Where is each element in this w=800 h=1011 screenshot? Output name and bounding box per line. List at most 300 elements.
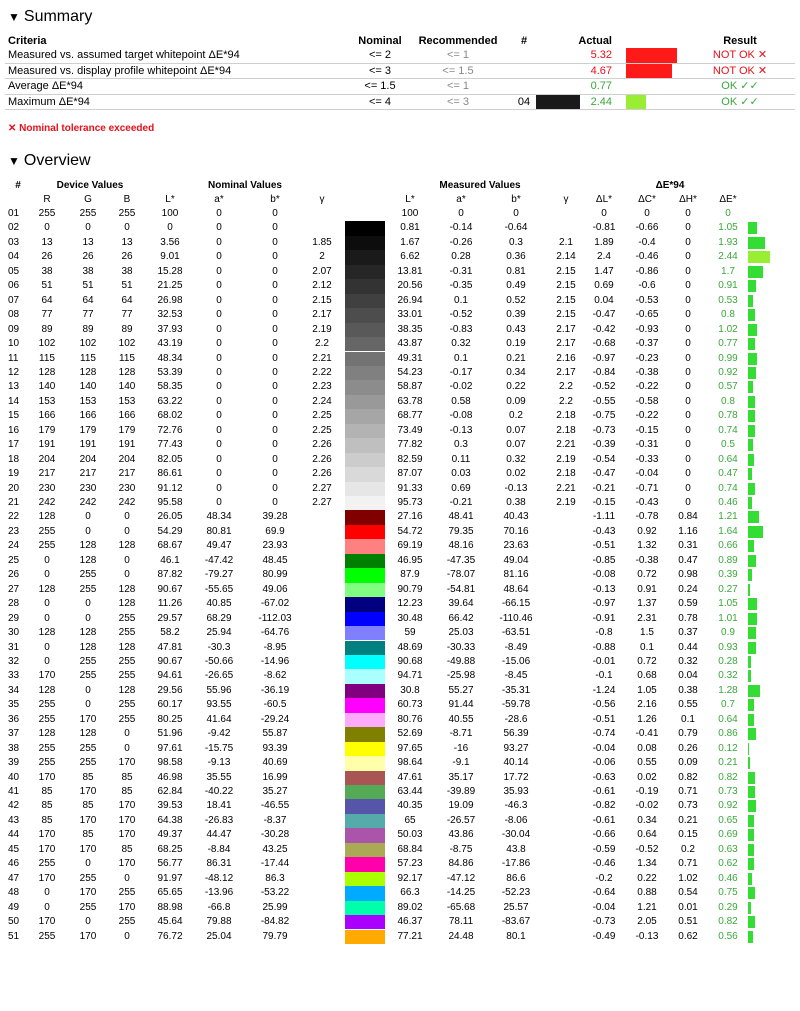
color-swatch	[345, 872, 385, 886]
table-cell: 0.71	[678, 786, 698, 797]
table-cell: 170	[79, 814, 97, 826]
table-cell: -0.22	[635, 381, 659, 393]
row-number: 43	[8, 814, 20, 826]
table-cell: 100	[401, 208, 419, 219]
table-cell: 0.62	[678, 930, 698, 942]
table-cell: -53.22	[260, 887, 290, 899]
delta-e-bar	[748, 309, 755, 321]
table-cell: -0.43	[635, 497, 659, 508]
delta-e-cell: 0.77	[718, 338, 738, 350]
table-cell: -0.52	[592, 381, 616, 393]
color-swatch	[345, 352, 385, 366]
recommended-cell: <= 1	[446, 80, 470, 92]
column-header: a*	[456, 194, 466, 205]
table-cell: 0	[272, 338, 278, 350]
color-swatch	[345, 250, 385, 264]
table-cell: -0.22	[635, 410, 659, 422]
delta-e-bar	[748, 280, 756, 292]
table-cell: -0.88	[592, 641, 616, 653]
table-cell: 6.62	[400, 251, 420, 263]
color-swatch	[345, 525, 385, 539]
table-cell: 255	[79, 670, 97, 682]
table-cell: 2.17	[556, 366, 576, 378]
table-cell: 0	[85, 222, 91, 234]
table-cell: 230	[118, 482, 136, 494]
table-cell: 0	[44, 901, 50, 913]
table-cell: 128	[118, 641, 136, 653]
table-cell: 255	[38, 713, 56, 725]
table-cell: 76.72	[157, 930, 183, 942]
actual-bar	[626, 95, 646, 110]
table-cell: 2.1	[559, 236, 573, 248]
table-cell: 255	[118, 627, 136, 639]
table-cell: 64	[41, 294, 53, 306]
table-cell: -1.11	[592, 511, 616, 523]
table-cell: 2.26	[312, 453, 332, 465]
num-header: #	[520, 35, 528, 47]
table-cell: -0.1	[595, 670, 613, 682]
delta-e-bar	[748, 786, 755, 798]
table-cell: 1.37	[637, 598, 657, 610]
table-cell: 15.28	[157, 265, 183, 277]
table-cell: 13	[121, 236, 133, 248]
table-cell: 255	[118, 916, 136, 928]
table-row	[0, 915, 800, 929]
row-number: 45	[8, 843, 20, 855]
table-cell: 2.15	[556, 265, 576, 277]
table-cell: 128	[118, 583, 136, 595]
table-cell: 2.21	[312, 352, 332, 364]
table-cell: -14.25	[446, 887, 476, 899]
table-cell: 0.09	[506, 395, 526, 407]
table-cell: 80.81	[206, 525, 232, 537]
table-cell: 86.61	[157, 468, 183, 480]
table-row	[0, 597, 800, 611]
delta-e-bar	[748, 714, 754, 726]
table-cell: 13	[41, 236, 53, 248]
table-cell: 85	[82, 771, 94, 783]
table-cell: -78.07	[446, 569, 476, 581]
table-cell: 0.03	[451, 468, 471, 480]
table-cell: 2.2	[559, 381, 573, 393]
collapse-triangle-icon[interactable]: ▼	[8, 154, 20, 168]
table-cell: 49.47	[206, 540, 232, 552]
table-cell: 2.19	[556, 497, 576, 508]
table-cell: 54.23	[397, 366, 423, 378]
table-cell: 0.11	[451, 453, 471, 465]
color-swatch	[345, 641, 385, 655]
delta-e-bar	[748, 468, 752, 480]
table-cell: -0.82	[592, 800, 616, 812]
table-cell: 255	[38, 208, 56, 219]
table-cell: 25.94	[206, 627, 232, 639]
table-cell: -0.21	[449, 497, 473, 508]
table-cell: 2.07	[312, 265, 332, 277]
table-cell: 255	[38, 757, 56, 769]
table-cell: -0.47	[592, 309, 616, 321]
table-cell: -0.61	[592, 786, 616, 797]
color-swatch	[345, 857, 385, 871]
row-number: 38	[8, 742, 20, 754]
table-cell: 0	[685, 482, 691, 494]
table-cell: -0.15	[635, 424, 659, 436]
row-number: 25	[8, 554, 20, 566]
table-cell: 30.8	[400, 684, 420, 696]
table-cell: 0	[44, 641, 50, 653]
table-cell: 0.68	[637, 670, 657, 682]
table-cell: 140	[118, 381, 136, 393]
table-cell: 88.98	[157, 901, 183, 913]
table-cell: 255	[38, 525, 56, 537]
table-cell: 0	[124, 554, 130, 566]
table-cell: 64	[82, 294, 94, 306]
table-cell: 56.77	[157, 858, 183, 870]
table-cell: 25.99	[262, 901, 288, 913]
table-cell: 0	[216, 395, 222, 407]
table-cell: 50.03	[397, 829, 423, 841]
table-cell: 0.51	[678, 916, 698, 928]
table-cell: 2.26	[312, 468, 332, 480]
table-cell: 0	[44, 569, 50, 581]
delta-e-cell: 0.9	[721, 627, 735, 639]
table-cell: -47.12	[446, 872, 476, 884]
table-cell: 140	[79, 381, 97, 393]
table-cell: 0	[44, 655, 50, 667]
table-cell: 0	[124, 728, 130, 740]
table-cell: -30.33	[446, 641, 476, 653]
result-cell: NOT OK ✕	[712, 64, 768, 77]
color-swatch	[345, 626, 385, 640]
table-cell: 0	[216, 280, 222, 292]
delta-e-bar	[748, 353, 757, 365]
table-cell: -0.04	[635, 468, 659, 480]
row-number: 04	[8, 251, 20, 263]
actual-cell: 5.32	[590, 49, 612, 61]
table-cell: 255	[118, 713, 136, 725]
table-cell: 0	[216, 323, 222, 335]
table-cell: 179	[38, 424, 56, 436]
table-cell: -66.15	[501, 598, 531, 610]
table-cell: 0.32	[678, 655, 698, 667]
delta-e-cell: 0.28	[718, 655, 738, 667]
table-cell: 48.16	[448, 540, 474, 552]
table-cell: -54.81	[446, 583, 476, 595]
color-swatch	[345, 221, 385, 235]
table-cell: -47.35	[446, 554, 476, 566]
table-row	[0, 612, 800, 626]
table-row	[0, 814, 800, 828]
table-cell: -40.22	[204, 786, 234, 797]
table-cell: 69.19	[397, 540, 423, 552]
table-cell: 40.14	[503, 757, 529, 769]
table-row	[0, 207, 800, 221]
delta-e-bar	[748, 844, 754, 856]
table-row	[0, 930, 800, 944]
color-swatch	[345, 568, 385, 582]
delta-e-bar	[748, 931, 753, 943]
color-swatch	[345, 684, 385, 698]
table-cell: -0.66	[592, 829, 616, 841]
table-cell: -0.78	[635, 511, 659, 523]
table-cell: 255	[118, 670, 136, 682]
table-cell: 255	[38, 930, 56, 942]
table-cell: -8.45	[504, 670, 528, 682]
table-cell: 80.1	[506, 930, 526, 942]
table-cell: -46.55	[260, 800, 290, 812]
row-number: 30	[8, 627, 20, 639]
table-cell: 0	[124, 930, 130, 942]
table-cell: 0.3	[454, 439, 468, 451]
delta-e-bar	[748, 222, 757, 234]
color-swatch	[345, 799, 385, 813]
delta-e-bar	[748, 526, 763, 538]
table-cell: -48.12	[204, 872, 234, 884]
table-cell: 0.26	[678, 742, 698, 754]
table-cell: 0	[272, 265, 278, 277]
table-cell: 89	[41, 323, 53, 335]
table-cell: 2.15	[312, 294, 332, 306]
table-cell: -0.04	[592, 901, 616, 913]
table-cell: 0	[124, 872, 130, 884]
table-cell: -0.35	[449, 280, 473, 292]
table-cell: -17.44	[260, 858, 290, 870]
table-cell: 43.19	[157, 338, 183, 350]
delta-e-bar	[748, 642, 756, 654]
table-cell: 87.9	[400, 569, 420, 581]
delta-e-cell: 1.02	[718, 323, 738, 335]
table-cell: 0.64	[637, 829, 657, 841]
delta-e-cell: 1.21	[718, 511, 738, 523]
table-cell: -0.42	[592, 323, 616, 335]
table-cell: -64.76	[260, 627, 290, 639]
table-cell: -36.19	[260, 684, 290, 696]
table-cell: 25.04	[206, 930, 232, 942]
delta-e-bar	[748, 858, 754, 870]
overview-section-title[interactable]	[8, 151, 91, 171]
delta-e-cell: 0.91	[718, 280, 738, 292]
table-cell: 2.15	[556, 309, 576, 321]
row-number: 13	[8, 381, 20, 393]
table-cell: 54.72	[397, 525, 423, 537]
table-cell: -110.46	[499, 612, 533, 624]
delta-e-cell: 0.46	[718, 872, 738, 884]
result-cell: OK ✓✓	[721, 95, 759, 108]
color-swatch	[345, 279, 385, 293]
table-cell: 90.79	[397, 583, 423, 595]
table-cell: 91.97	[157, 872, 183, 884]
table-cell: 170	[79, 887, 97, 899]
table-cell: 0	[216, 366, 222, 378]
table-cell: 49.37	[157, 829, 183, 841]
table-cell: 128	[38, 684, 56, 696]
delta-e-bar	[748, 555, 756, 567]
table-cell: 100	[161, 208, 179, 219]
recommended-header: Recommended	[418, 35, 498, 47]
table-row	[0, 655, 800, 669]
table-cell: -49.88	[446, 655, 476, 667]
table-cell: 43.8	[506, 843, 526, 855]
table-cell: 40.35	[397, 800, 423, 812]
table-cell: 2.2	[559, 395, 573, 407]
table-cell: -8.95	[263, 641, 287, 653]
delta-e-cell: 0.65	[718, 814, 738, 826]
table-cell: 87.07	[397, 468, 423, 480]
table-row	[0, 323, 800, 337]
table-cell: 0	[685, 294, 691, 306]
delta-e-cell: 1.28	[718, 684, 738, 696]
table-cell: 0	[216, 381, 222, 393]
table-cell: 93.39	[262, 742, 288, 754]
table-cell: 86.31	[206, 858, 232, 870]
table-cell: 166	[38, 410, 56, 422]
table-cell: 128	[38, 728, 56, 740]
delta-e-cell: 0.47	[718, 468, 738, 480]
table-cell: 128	[118, 684, 136, 696]
table-cell: 170	[118, 800, 136, 812]
table-cell: 0.52	[506, 294, 526, 306]
table-cell: -0.83	[449, 323, 473, 335]
table-cell: 70.16	[503, 525, 529, 537]
table-cell: 92.17	[397, 872, 423, 884]
color-swatch	[345, 496, 385, 510]
table-cell: 0	[85, 684, 91, 696]
table-row	[0, 828, 800, 842]
table-cell: 0	[272, 352, 278, 364]
table-cell: 35.27	[262, 786, 288, 797]
summary-section-title[interactable]	[8, 7, 92, 27]
table-cell: 2.05	[637, 916, 657, 928]
color-swatch	[345, 742, 385, 756]
delta-e-cell: 0.12	[718, 742, 738, 754]
table-cell: 0	[685, 468, 691, 480]
table-row	[0, 684, 800, 698]
table-cell: 77.43	[157, 439, 183, 451]
table-cell: 204	[38, 453, 56, 465]
table-cell: 0.21	[678, 814, 698, 826]
table-cell: 60.73	[397, 699, 423, 711]
row-number: 48	[8, 887, 20, 899]
table-cell: 0.71	[678, 858, 698, 870]
table-cell: -0.73	[592, 916, 616, 928]
actual-bar	[626, 64, 672, 79]
table-cell: -0.97	[592, 598, 616, 610]
table-cell: 0.15	[678, 829, 698, 841]
table-cell: -0.65	[635, 309, 659, 321]
row-number: 44	[8, 829, 20, 841]
table-cell: 0.91	[637, 583, 657, 595]
column-header: R	[43, 194, 51, 205]
delta-e-cell: 0.46	[718, 497, 738, 508]
table-cell: 86.3	[265, 872, 285, 884]
table-cell: 0	[44, 612, 50, 624]
table-cell: 39.28	[262, 511, 288, 523]
table-cell: 204	[79, 453, 97, 465]
color-swatch	[345, 438, 385, 452]
table-cell: 217	[79, 468, 97, 480]
table-cell: 0.28	[451, 251, 471, 263]
table-cell: 0	[685, 424, 691, 436]
delta-e94-header: ΔE*94	[655, 180, 685, 191]
row-number: 32	[8, 655, 20, 667]
table-cell: 82.59	[397, 453, 423, 465]
collapse-triangle-icon[interactable]: ▼	[8, 10, 20, 24]
color-swatch	[345, 698, 385, 712]
color-swatch	[345, 612, 385, 626]
table-cell: -0.43	[592, 525, 616, 537]
table-cell: -29.24	[260, 713, 290, 725]
table-cell: 2.17	[312, 309, 332, 321]
device-values-header: Device Values	[56, 180, 124, 191]
row-number: 09	[8, 323, 20, 335]
color-swatch	[345, 409, 385, 423]
delta-e-bar	[748, 324, 757, 336]
delta-e-bar	[748, 800, 756, 812]
table-cell: 217	[118, 468, 136, 480]
delta-e-bar	[748, 381, 753, 393]
table-cell: 1.34	[637, 858, 657, 870]
table-cell: 40.85	[206, 598, 232, 610]
table-cell: 170	[79, 713, 97, 725]
table-cell: 0.22	[637, 872, 657, 884]
table-cell: 255	[38, 858, 56, 870]
table-cell: 0	[124, 511, 130, 523]
table-cell: 0.69	[451, 482, 471, 494]
table-cell: 26	[41, 251, 53, 263]
table-cell: 89	[82, 323, 94, 335]
table-cell: 0	[85, 916, 91, 928]
table-cell: 255	[118, 612, 136, 624]
measured-values-header: Measured Values	[439, 180, 521, 191]
delta-e-cell: 0.56	[718, 930, 738, 942]
table-cell: -0.49	[592, 930, 616, 942]
row-number: 17	[8, 439, 20, 451]
nominal-values-header: Nominal Values	[208, 180, 282, 191]
table-cell: 26	[82, 251, 94, 263]
row-number: 40	[8, 771, 20, 783]
table-cell: 115	[80, 352, 96, 364]
color-swatch	[345, 930, 385, 944]
table-cell: -0.2	[595, 872, 613, 884]
table-cell: 0.79	[678, 728, 698, 740]
table-cell: -55.65	[204, 583, 234, 595]
table-cell: 26.98	[157, 294, 183, 306]
table-cell: 255	[38, 699, 56, 711]
delta-e-cell: 0.64	[718, 713, 738, 725]
table-cell: 179	[79, 424, 97, 436]
table-cell: 95.73	[397, 497, 423, 508]
table-cell: -1.24	[592, 684, 616, 696]
table-cell: -84.82	[260, 916, 290, 928]
table-cell: -0.75	[592, 410, 616, 422]
table-cell: 68.67	[157, 540, 183, 552]
table-cell: 0	[513, 208, 519, 219]
table-cell: 0.54	[678, 887, 698, 899]
table-cell: 25.57	[503, 901, 529, 913]
column-header: a*	[214, 194, 224, 205]
column-header: b*	[270, 194, 280, 205]
table-row	[0, 496, 800, 510]
recommended-cell: <= 1.5	[442, 64, 474, 77]
table-cell: 0.38	[678, 684, 698, 696]
table-cell: -0.13	[592, 583, 616, 595]
delta-e-bar	[748, 613, 757, 625]
table-cell: -0.53	[635, 294, 659, 306]
color-swatch	[345, 727, 385, 741]
table-cell: 0	[124, 525, 130, 537]
table-cell: 255	[79, 742, 97, 754]
table-cell: 25.03	[448, 627, 474, 639]
table-cell: 55.87	[262, 728, 288, 740]
